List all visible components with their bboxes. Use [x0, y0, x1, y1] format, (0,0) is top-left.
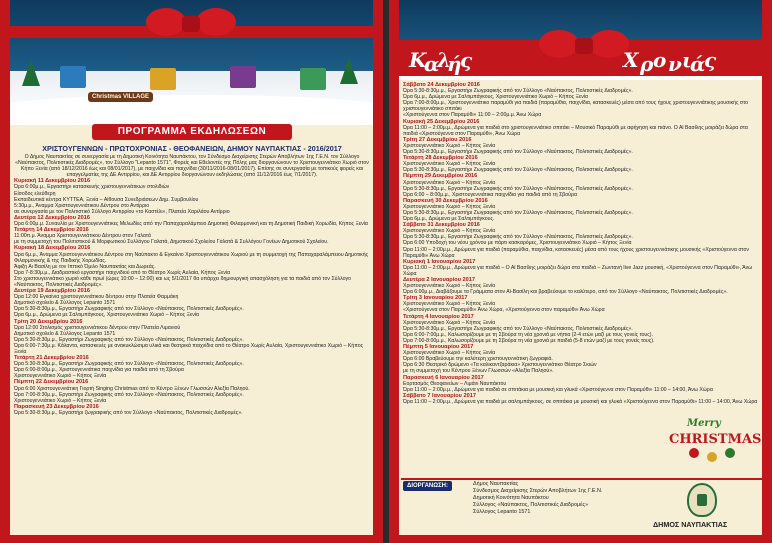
snow-ground	[0, 95, 383, 125]
event-line: Ώρα 5:30-8:30μ.μ., Εργαστήρι ζωγραφικής από τον Σύλλογο «Ναύπακτος, Πολιτιστικές Διαδρομές».	[14, 409, 243, 416]
events-list-right	[403, 82, 759, 405]
event-date: Δευτέρα 19 Δεκεμβρίου 2016	[14, 288, 90, 295]
event-date: Κυριακή 11 Δεκεμβρίου 2016	[14, 178, 91, 185]
event-line: Ώρα 6μ.μ., Δρώμενα με Σαλτιμπάγκους, Χριστουγεννιάτικο Χωριό – Κήπος Ξενία	[14, 312, 200, 319]
program-subtitle: ΧΡΙΣΤΟΥΓΕΝΝΩΝ - ΠΡΩΤΟΧΡΟΝΙΑΣ - ΘΕΟΦΑΝΕΙΩΝ, ΔΗΜΟΥ ΝΑΥΠΑΚΤΙΑΣ - 2016/2017	[42, 144, 342, 153]
event-date: Τρίτη 20 Δεκεμβρίου 2016	[14, 318, 83, 325]
municipality-crest-icon	[687, 483, 717, 517]
village-banner	[0, 0, 383, 118]
event-line: με τη συμμετοχή του Πολιτιστικού & Μορφωτικού Συλλόγου Γαλατά, Δημοτικού Σχολείου Γαλατά & Συλλόγου Γονέων Δημοτικού Σχολείου.	[14, 239, 329, 246]
event-line: Ώρα 11:00 – 2:00μ.μ., Δρώμενα για παιδιά στο χριστουγεννιάτικο σπιτάκι – Μουσικό Παραμύθι με αφήγηση και πιάνο. Ο Αϊ Βασίλης μοιράζει δώρα στα παιδιά «Χριστούγεννα στον Παραμύθι», Άνω Χώρα	[403, 124, 748, 137]
event-date: Τετάρτη 28 Δεκεμβρίου 2016	[403, 155, 478, 162]
event-line: Ώρα 6μ.μ., Δρώμενα με Σαλτιμπάγκους.	[403, 216, 495, 223]
event-date: Κυριακή 18 Δεκεμβρίου 2016	[14, 245, 91, 252]
event-line: Ώρα 6:00μ.μ., Εργαστήρι κατασκευής χριστουγεννιάτικων στολιδιών	[14, 184, 170, 191]
event-line: Ώρα 5:30-8:30μ.μ., Εργαστήρι Ζωγραφικής από τον Σύλλογο «Ναύπακτος, Πολιτιστικές Διαδρομές».	[403, 149, 633, 156]
organizer-item: Δήμος Ναυπακτίας	[473, 481, 519, 487]
organizer-item: Σύλλογος «Ναύπακτος, Πολιτιστικές Διαδρομές»	[473, 502, 589, 508]
event-line: Ώρα 5:30-8:30μ.μ., Εργαστήρι Ζωγραφικής από τον Σύλλογο «Ναύπακτος, Πολιτιστικές Διαδρομές».	[403, 234, 633, 241]
event-date: Σάββατο 24 Δεκεμβρίου 2016	[403, 82, 480, 88]
event-line: Χριστουγεννιάτικο Χωριό – Κήπος Ξενία	[403, 350, 496, 357]
house-icon	[300, 68, 326, 90]
house-icon	[150, 68, 176, 90]
event-line: Ώρα 6:00-7:00μ.μ., Καλωσορίζουμε με τη Σβούρα τη νέα χρονιά με νήπια (2-4 ετών μαζί με τους γονείς τους).	[403, 331, 653, 338]
event-line: Χριστουγεννιάτικο Χωριό – Κήπος Ξενία	[403, 283, 496, 290]
event-line: «Χριστούγεννα στον Παραμύθι» 11:00 – 2:00μ.μ. Άνω Χώρα	[403, 112, 542, 119]
event-date: Τετάρτη 21 Δεκεμβρίου 2016	[14, 355, 89, 362]
tree-icon	[22, 60, 40, 86]
event-line: Ώρα 5:30-8:30μ.μ., Εργαστήρι Ζωγραφικής από τον Σύλλογο «Ναύπακτος, Πολιτιστικές Διαδρομές».	[403, 185, 633, 192]
ornament-icon	[725, 448, 735, 458]
merry-text: Merry	[687, 418, 721, 429]
event-line: Ώρα 7:00-8:00μ.μ., Χριστουγεννιάτικο παραμύθι για παιδιά (παραμύθια, παιχνίδια, κατασκευές) μέσα από τους ήχους χριστουγεννιάτικης μουσικής στο χριστουγεννιάτικο σπιτάκι	[403, 100, 748, 113]
event-line: Δημοτικό σχολείο & Σύλλογος Lepanto 1571	[14, 330, 116, 337]
event-date: Δευτέρα 12 Δεκεμβρίου 2016	[14, 214, 90, 221]
greeting-text: Κ α λ ή ς Χ ρ ο ν ι ά ς	[409, 48, 717, 76]
event-line: Ώρα 7:00-8:00μ.μ., Καλωσορίζουμε με τη Σβούρα τη νέα χρονιά με παιδιά (5-8 ετών μαζί με τους γονείς τους).	[403, 337, 655, 344]
event-line: Ώρα 6:00 – 8:00μ.μ., Χριστουγεννιάτικα παιχνίδια για παιδιά από τη Σβούρα	[403, 191, 577, 198]
event-line: Χριστουγεννιάτικο Χωριό – Κήπος Ξενία	[14, 373, 107, 380]
events-list-left	[14, 154, 370, 416]
event-date: Δευτέρα 2 Ιανουαρίου 2017	[403, 277, 475, 283]
organizers-list	[473, 481, 602, 516]
event-date: Τρίτη 27 Δεκεμβρίου 2016	[403, 136, 472, 143]
event-date: Παρασκευή 30 Δεκεμβρίου 2016	[403, 197, 488, 204]
event-line: Ώρα 5:30-8:30μ.μ., Εργαστήρι Ζωγραφικής από τον Σύλλογο «Ναύπακτος, Πολιτιστικές Διαδρομές».	[14, 336, 244, 343]
ornament-icon	[689, 448, 699, 458]
event-line: Χριστουγεννιάτικο Χωριό – Κήπος Ξενία	[403, 161, 496, 168]
event-line: Ώρα 6:00-8:00μ.μ., Χριστουγεννιάτικα παιχνίδια για παιδιά από τη Σβούρα	[14, 367, 184, 374]
event-line: Χριστουγεννιάτικο Χωριό – Κήπος Ξενία	[403, 179, 496, 186]
event-date: Πέμπτη 5 Ιανουαρίου 2017	[403, 344, 474, 351]
event-date: Τρίτη 3 Ιανουαρίου 2017	[403, 295, 468, 302]
event-line: Ώρα 6μ.μ., Δρώμενα με Σαλτιμπάγκους, Χριστουγεννιάτικο Χωριό – Κήπος Ξενία	[403, 94, 589, 101]
event-date: Παρασκευή 23 Δεκεμβρίου 2016	[14, 403, 99, 410]
program-page-left	[0, 0, 383, 543]
house-icon	[230, 66, 256, 88]
event-line: Ώρα 6:00μ.μ., Διαβάζουμε τα Γράμματα στον Αϊ-Βασίλη και βραβεύουμε το καλύτερο, από τον Σύλλογο «Ναύπακτος, Πολιτιστικές Διαδρομές».	[403, 289, 728, 296]
event-line: Ώρα 5:30-8:30μ.μ., Εργαστήρι Ζωγραφικής από τον Σύλλογο «Ναύπακτος, Πολιτιστικές Διαδρομές».	[403, 167, 633, 174]
organizers-label: ΔΙΟΡΓΑΝΩΣΗ:	[403, 481, 452, 491]
event-line: Ώρα 6:00μ.μ. Συναυλία με Χριστουγεννιάτικες Μελωδίες από την Παπαχαραλάμπειο Δημοτική Φιλαρμονική και τη Δημοτική Παιδική Χορωδία, Κήπος Ξενία	[14, 221, 368, 228]
event-line: Ώρα 11:00 – 2:00μ.μ., Δρώμενα για παιδιά σε σπιτάκια με μουσική και γλυκά «Χριστούγεννα στον Παραμύθι» 11:00 – 14:00, Άνω Χώρα	[403, 386, 713, 393]
organizer-item: Δημοτική Κοινότητα Ναυπάκτου	[473, 495, 549, 501]
event-line: Ώρα 6:30 Θεατρικό δρώμενο «Τα καλικαντζαράκια» Χριστουγεννιάτικο Θέατρο Σκιών	[403, 362, 597, 369]
event-line: Ώρα 6:00 Χριστουγεννιάτικη Γιορτή Singing Christmas από το Κέντρο Ξένων Γλωσσών Αλεξία Παληού.	[14, 385, 250, 392]
event-line: Άφιξη Αι Βασίλη με τον Ιππικό Όμιλο Ναυπακτίας και Δωρεάς.	[14, 263, 156, 270]
event-line: «Χριστούγεννα στον Παραμύθι» Άνω Χώρα, «Χριστούγεννα στον παραμύθι» Άνω Χώρα	[403, 307, 605, 314]
event-line: Ώρα 7-8:30μ.μ., Διαδραστικό εργαστήρι παιχνιδιού από το Θέατρο Χωρίς Αυλαία, Κήπος Ξενία	[14, 269, 231, 276]
organizer-item: Σύλλογος Lepanto 1571	[473, 509, 531, 515]
intro-text: Ο Δήμος Ναυπακτίας σε συνεργασία με τη Δημοτική Κοινότητα Ναυπάκτου, τον Σύνδεσμο Διαχείρισης Στερών Αποβλήτων 1ης Γ.Ε.Ν. τον Σύλλογο «Ναύπακτος, Πολιτιστικές Διαδρομές», τον Σύλλογο "Lepanto 1571", Φορείς και Εθελοντές της Πόλης μας διοργανώνουν το Χριστουγεννιάτικο Χωριό στον Κήπο Ξενία (από 18/12/2016 έως και 08/01/2017), με παιχνίδια και παιχνίδια (30/11/2016-08/01/2017). Επίσης σε συνεργασία με τοπικούς φορείς και επαγγελματίες της ΔΕ Αντιρρίου, και ΔΕ Αντιρρίου διοργανώνουν εκδηλώσεις (από 11/12/2016 έως 7/1/2017).	[15, 154, 369, 179]
program-page-right	[389, 0, 772, 543]
program-title: ΠΡΟΓΡΑΜΜΑ ΕΚΔΗΛΩΣΕΩΝ	[92, 124, 292, 140]
village-sign: Christmas VILLAGE	[88, 92, 153, 102]
event-line: Χριστουγεννιάτικο Χωριό – Κήπος Ξενία	[403, 228, 496, 235]
event-date: Τετάρτη 14 Δεκεμβρίου 2016	[14, 227, 89, 234]
event-date: Τετάρτη 4 Ιανουαρίου 2017	[403, 313, 474, 320]
event-line: Χριστουγεννιάτικο Χωριό – Κήπος Ξενία	[14, 397, 107, 404]
event-line: Εορτασμός Θεοφανείων – Λιμάνι Ναυπάκτου	[403, 380, 507, 387]
event-line: Ώρα 11:00 – 2:00μ.μ., Δρώμενα για παιδιά – Ο Αϊ Βασίλης μοιράζει δώρα στα παιδιά – Ζωντανή live Jazz μουσική, «Χριστούγεννα στον Παραμύθι», Άνω Χώρα	[403, 264, 753, 277]
event-line: Ώρα 6μ.μ., Άναμμα Χριστουγεννιάτικου Δέντρου στη Ναύπακτο & Εγκαίνιο Χριστουγεννιάτικου Χωριού με τη συμμετοχή της Παπαχαραλάμπειου Δημοτικής Φιλαρμονικής & της Παιδικής Χορωδίας.	[14, 251, 369, 264]
tree-icon	[340, 58, 358, 84]
event-line: Ώρα 11:00 – 2:00μ.μ., Δρώμενα για παιδιά (παραμύθια, παιχνίδια, κατασκευές) μέσα από τους ήχους χριστουγεννιάτικης μουσικής «Χριστούγεννα στον Παραμύθι» Άνω Χώρα	[403, 246, 749, 259]
event-line: Ώρα 5:30-8:30μ.μ., Εργαστήρι Ζωγραφικής από τον Σύλλογο «Ναύπακτος, Πολιτιστικές Διαδρομές».	[403, 209, 633, 216]
organizer-item: Σύνδεσμος Διαχείρισης Στερών Αποβλήτων 1ης Γ.Ε.Ν.	[473, 488, 603, 494]
event-line: Χριστουγεννιάτικο Χωριό – Κήπος Ξενία	[403, 142, 496, 149]
event-line: Στο χριστουγεννιάτικο χωριό κάθε πρωί (ώρες 10:00 – 12:00) και ως 5/1/2017 θα υπάρχει δημιουργική απασχόληση για τα παιδιά από τον Σύλλογο «Ναύπακτος, Πολιτιστικές Διαδρομές».	[14, 275, 351, 288]
municipality-name: ΔΗΜΟΣ ΝΑΥΠΑΚΤΙΑΣ	[653, 520, 728, 529]
event-line: σε συνεργασία με τον Πολιτιστικό Σύλλογο Αντιρρίου «το Καστέλι», Πλατεία Χαριλάου Αντίρριο	[14, 208, 230, 215]
event-line: Ώρα 5:30-8:30μ.μ., Εργαστήρι Ζωγραφικής από τον Σύλλογο «Ναύπακτος, Πολιτιστικές Διαδρομές».	[14, 306, 244, 313]
event-date: Πέμπτη 22 Δεκεμβρίου 2016	[14, 379, 89, 386]
event-line: Είσοδος ελεύθερη	[14, 190, 56, 197]
event-line: 11:00π.μ. Άναμμα Χριστουγεννιάτικου Δέντρου στον Γαλατά	[14, 233, 151, 240]
event-date: Κυριακή 25 Δεκεμβρίου 2016	[403, 118, 480, 125]
event-line: Χριστουγεννιάτικο Χωριό – Κήπος Ξενία	[403, 203, 496, 210]
christmas-text: CHRISTMAS	[669, 432, 762, 447]
event-line: Ώρα 12:00 Εγκαίνια χριστουγεννιάτικου δέντρου στην Πλατεία Φαρμάκη	[14, 294, 179, 301]
event-date: Κυριακή 1 Ιανουαρίου 2017	[403, 258, 476, 265]
event-line: Δημοτικό σχολείο & Σύλλογος Lepanto 1571	[14, 300, 116, 307]
event-line: Ώρα 6:00 Βραβεύουμε την καλύτερη χριστουγεννιάτικη ζωγραφιά.	[403, 356, 553, 363]
event-line: Εκπαιδευτικά κέντρα ΚΥΤΤΕΑ, Ξενία – Αίθουσα Συνεδριάσεων Δημ. Συμβουλίου	[14, 196, 199, 203]
event-date: Παρασκευή 6 Ιανουαρίου 2017	[403, 374, 484, 381]
event-date: Πέμπτη 29 Δεκεμβρίου 2016	[403, 173, 478, 180]
event-date: Σάββατο 31 Δεκεμβρίου 2016	[403, 222, 480, 229]
event-line: Ώρα 5:30-8:30μ.μ., Εργαστήρι Ζωγραφικής από τον Σύλλογο «Ναύπακτος, Πολιτιστικές Διαδρομές».	[14, 361, 244, 368]
event-line: Ώρα 7:00-8:30μ.μ., Εργαστήρι Ζωγραφικής από τον Σύλλογο «Ναύπακτος, Πολιτιστικές Διαδρομές».	[14, 391, 244, 398]
event-line: Ώρα 6:00-7:30μ.μ. Κάλαντα, κατασκευές με ανακυκλώσιμα υλικά και θεατρικά παιχνίδια από το Θέατρο Χωρίς Αυλαία, Χριστουγεννιάτικο Χωριό – Κήπος Ξενία	[14, 342, 364, 355]
event-line: Ώρα 6:00 Υποδοχή του νέου χρόνου με πάρτι κασκαρόμες, Χριστουγεννιάτικο Χωριό – Κήπος Ξενία	[403, 240, 632, 247]
event-line: Ώρα 5:30-8:30μ.μ., Εργαστήρι Ζωγραφικής από τον Σύλλογο «Ναύπακτος, Πολιτιστικές Διαδρομές».	[403, 325, 633, 332]
ornament-icon	[707, 452, 717, 462]
house-icon	[60, 66, 86, 88]
event-line: Ώρα 12:00 Στολισμός χριστουγεννιάτικου δέντρου στην Πλατεία Λιμανιού	[14, 324, 181, 331]
event-line: με τη συμμετοχή του Κέντρου Ξένων Γλωσσών «Αλεξία Παληού».	[403, 368, 554, 375]
event-line: Ώρα 11:00 – 2:00μ.μ., Δρώμενα για παιδιά με σαλτιμπάγκους, σε σπιτάκια με μουσική και γλυκά «Χριστούγεννα στον Παραμύθι» 11:00 – 14:00, Άνω Χώρα	[403, 398, 758, 405]
event-line: Ώρα 5:30-8:30μ.μ., Εργαστήρι Ζωγραφικής από τον Σύλλογο «Ναύπακτος, Πολιτιστικές Διαδρομές».	[403, 88, 633, 95]
event-date: Σάββατο 7 Ιανουαρίου 2017	[403, 392, 476, 399]
bow-icon	[146, 8, 236, 46]
event-line: Χριστουγεννιάτικο Χωριό – Κήπος Ξενία	[403, 301, 496, 308]
event-line: Χριστουγεννιάτικο Χωριό – Κήπος Ξενία	[403, 319, 496, 326]
event-line: 5:30μ.μ., Άναμμα Χριστουγεννιάτικου Δέντρου στο Αντίρριο	[14, 202, 150, 209]
